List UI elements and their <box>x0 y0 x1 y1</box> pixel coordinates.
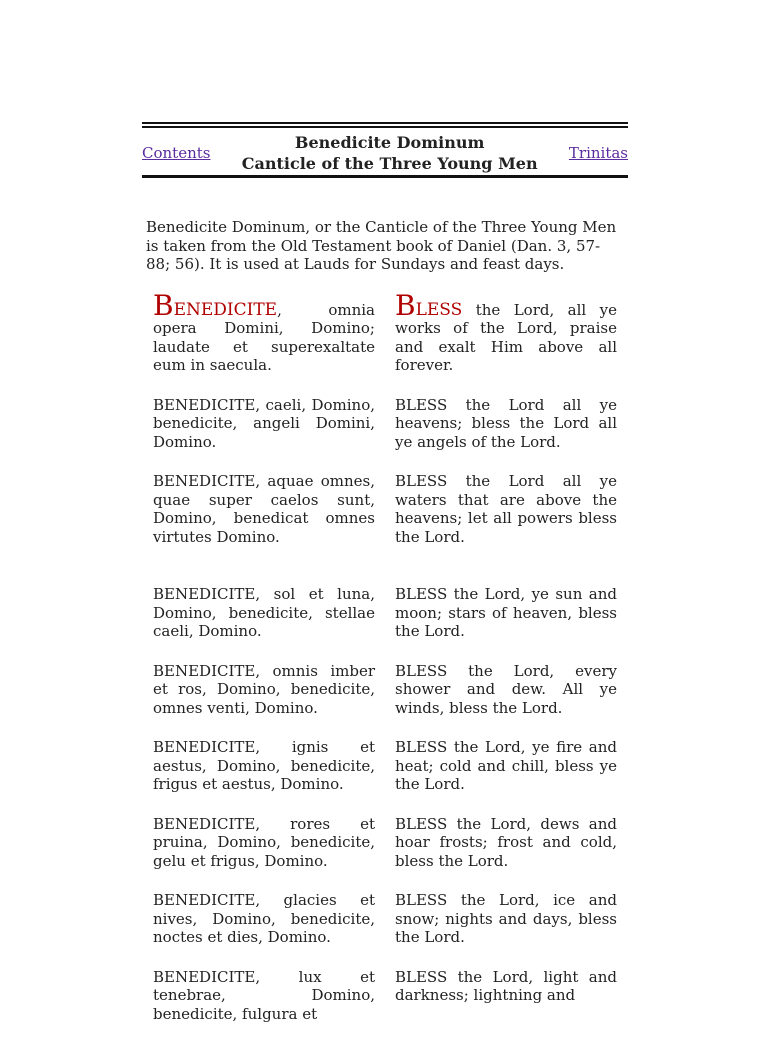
latin-verse: BENEDICITE, ignis et aestus, Domino, benedicite, frigus et aestus, Domino. <box>153 738 375 794</box>
latin-verse: BENEDICITE, glacies et nives, Domino, benedicite, noctes et dies, Domino. <box>153 891 375 947</box>
trinitas-link[interactable]: Trinitas <box>569 144 628 162</box>
english-drop-initial: B <box>395 289 416 322</box>
latin-verse-text: , omnia opera Domini, Domino; laudate et superexaltate eum in saecula. <box>153 301 375 375</box>
english-smallcaps: LESS <box>416 300 463 320</box>
english-verse: BLESS the Lord all ye heavens; bless the Lord all ye angels of the Lord. <box>395 396 617 452</box>
english-verse-text: the Lord, all ye works of the Lord, praise and exalt Him above all forever. <box>395 301 617 375</box>
latin-verse: BENEDICITE, rores et pruina, Domino, benedicite, gelu et frigus, Domino. <box>153 815 375 871</box>
english-verse: BLESS the Lord, ye fire and heat; cold and chill, bless ye the Lord. <box>395 738 617 794</box>
latin-smallcaps: ENEDICITE <box>174 300 278 320</box>
english-verse: BLESS the Lord, every shower and dew. All ye winds, bless the Lord. <box>395 662 617 718</box>
latin-verse-first <box>153 294 375 375</box>
english-verse: BLESS the Lord, light and darkness; lightning and <box>395 968 617 1024</box>
title-line-1: Benedicite Dominum <box>242 132 538 153</box>
header-bar <box>142 128 628 175</box>
english-verse-first <box>395 294 617 375</box>
page-title <box>242 132 538 174</box>
latin-verse: BENEDICITE, lux et tenebrae, Domino, benedicite, fulgura et <box>153 968 375 1024</box>
title-line-2: Canticle of the Three Young Men <box>242 153 538 174</box>
english-verse: BLESS the Lord, ice and snow; nights and days, bless the Lord. <box>395 891 617 947</box>
english-verse: BLESS the Lord, ye sun and moon; stars of heaven, bless the Lord. <box>395 585 617 641</box>
latin-verse: BENEDICITE, sol et luna, Domino, benedicite, stellae caeli, Domino. <box>153 585 375 641</box>
latin-verse: BENEDICITE, omnis imber et ros, Domino, benedicite, omnes venti, Domino. <box>153 662 375 718</box>
page-content <box>142 122 628 1044</box>
intro-paragraph: Benedicite Dominum, or the Canticle of the Three Young Men is taken from the Old Testament book of Daniel (Dan. 3, 57-88; 56). It is used at Lauds for Sundays and feast days. <box>142 218 628 274</box>
header-bottom-rule <box>142 175 628 178</box>
latin-drop-initial: B <box>153 289 174 322</box>
english-verse: BLESS the Lord, dews and hoar frosts; frost and cold, bless the Lord. <box>395 815 617 871</box>
english-verse: BLESS the Lord all ye waters that are above the heavens; let all powers bless the Lord. <box>395 472 617 546</box>
contents-link[interactable]: Contents <box>142 144 210 162</box>
verse-table <box>142 294 628 1044</box>
latin-verse: BENEDICITE, aquae omnes, quae super caelos sunt, Domino, benedicat omnes virtutes Domino. <box>153 472 375 546</box>
latin-verse: BENEDICITE, caeli, Domino, benedicite, angeli Domini, Domino. <box>153 396 375 452</box>
